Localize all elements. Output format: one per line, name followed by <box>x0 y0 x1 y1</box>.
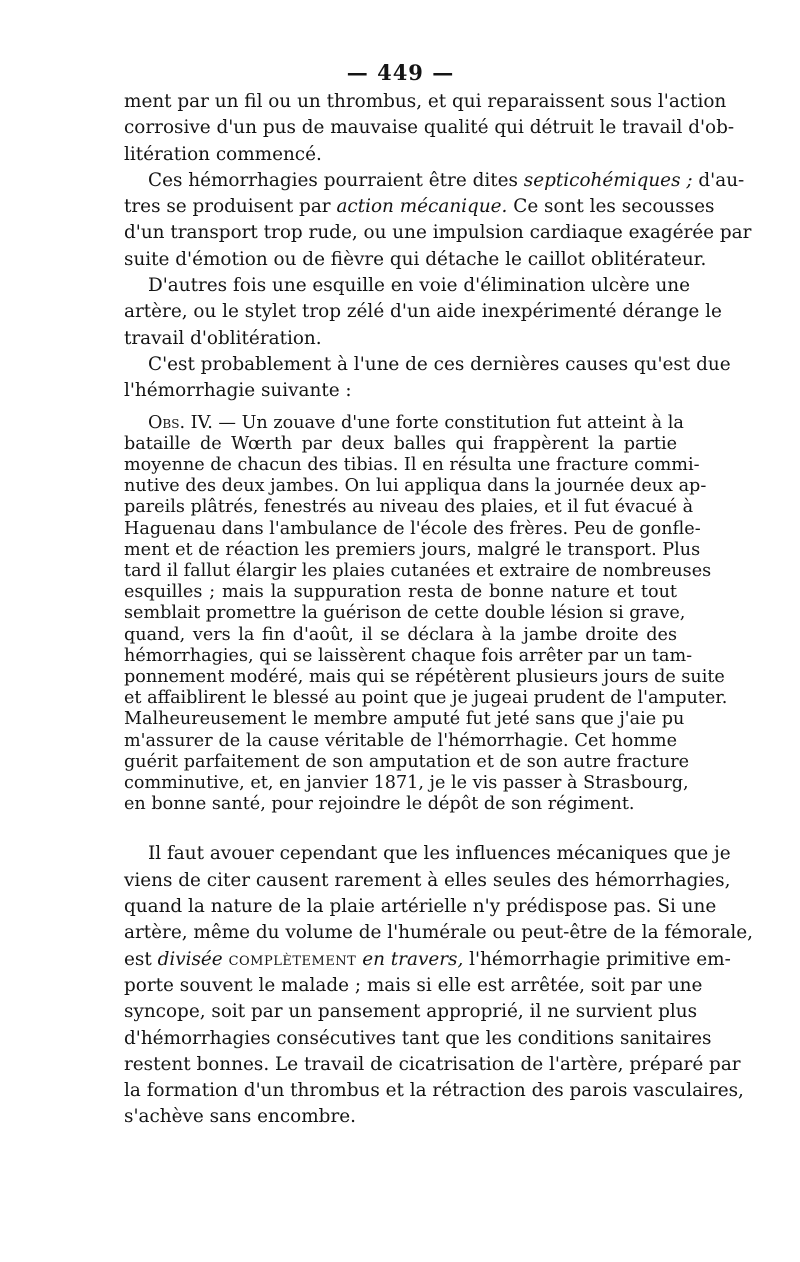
text-line: tard il fallut élargir les plaies cutanées et extraire de nombreuses <box>124 560 712 581</box>
text-line: viens de citer causent rarement à elles seules des hémorrhagies, <box>124 869 731 891</box>
text-line: D'autres fois une esquille en voie d'élimination ulcère une <box>148 275 691 297</box>
text-line: est divisée complètement en travers, l'hémorrhagie primitive em- <box>124 948 731 970</box>
text-line: d'un transport trop rude, ou une impulsion cardiaque exagérée par <box>124 222 752 244</box>
text-line: artère, ou le stylet trop zélé d'un aide inexpérimenté dérange le <box>124 301 722 323</box>
text-line: esquilles ; mais la suppuration resta de bonne nature et tout <box>124 582 677 603</box>
text-line: moyenne de chacun des tibias. Il en résulta une fracture commi- <box>124 454 700 475</box>
text-line: suite d'émotion ou de fièvre qui détache le caillot oblitérateur. <box>124 248 707 270</box>
text-line: Malheureusement le membre amputé fut jeté sans que j'aie pu <box>124 709 685 730</box>
text-line: d'hémorrhagies consécutives tant que les conditions sanitaires <box>124 1027 712 1049</box>
text-line: en bonne santé, pour rejoindre le dépôt de son régiment. <box>124 794 635 815</box>
text-line: ponnement modéré, mais qui se répétèrent plusieurs jours de suite <box>124 667 725 687</box>
text-line: hémorrhagies, qui se laissèrent chaque fois arrêter par un tam- <box>124 645 693 666</box>
text-line: bataille de Wœrth par deux balles qui frappèrent la partie <box>124 433 677 454</box>
text-line: m'assurer de la cause véritable de l'hémorrhagie. Cet homme <box>124 730 677 751</box>
text-line: quand la nature de la plaie artérielle n'y prédispose pas. Si une <box>124 896 717 918</box>
page-number: — 449 — <box>346 60 455 85</box>
text-line: ment et de réaction les premiers jours, malgré le transport. Plus <box>124 539 701 560</box>
text-line: l'hémorrhagie suivante : <box>124 380 352 402</box>
text-line: restent bonnes. Le travail de cicatrisation de l'artère, préparé par <box>124 1053 741 1075</box>
text-line: semblait promettre la guérison de cette double lésion si grave, <box>124 603 686 624</box>
text-line: ment par un fil ou un thrombus, et qui reparaissent sous l'action <box>124 91 727 112</box>
text-line: Ces hémorrhagies pourraient être dites septicohémiques ; d'au- <box>148 169 745 191</box>
text-line: Obs. IV. — Un zouave d'une forte constitution fut atteint à la <box>148 412 684 433</box>
body-text-bottom <box>124 841 753 1130</box>
text-line: nutive des deux jambes. On lui appliqua dans la journée deux ap- <box>124 476 707 497</box>
text-line: comminutive, et, en janvier 1871, je le vis passer à Strasbourg, <box>124 773 689 794</box>
book-page <box>124 60 753 1131</box>
observation-block <box>124 412 728 816</box>
observation-label: Obs. IV. <box>148 412 213 433</box>
text-line: litération commencé. <box>124 143 322 165</box>
text-line: quand, vers la fin d'août, il se déclara à la jambe droite des <box>124 624 677 645</box>
text-line: s'achève sans encombre. <box>124 1106 356 1128</box>
text-line: la formation d'un thrombus et la rétraction des parois vasculaires, <box>124 1080 744 1102</box>
text-line: travail d'oblitération. <box>124 327 322 349</box>
text-line: Il faut avouer cependant que les influences mécaniques que je <box>148 843 731 865</box>
text-line: porte souvent le malade ; mais si elle est arrêtée, soit par une <box>124 974 703 996</box>
text-line: C'est probablement à l'une de ces dernières causes qu'est due <box>148 353 731 375</box>
text-line: syncope, soit par un pansement approprié, il ne survient plus <box>124 1001 698 1023</box>
body-text-top <box>124 89 752 405</box>
text-line: et affaiblirent le blessé au point que je jugeai prudent de l'amputer. <box>124 688 728 709</box>
text-line: pareils plâtrés, fenestrés au niveau des plaies, et il fut évacué à <box>124 497 694 518</box>
text-line: corrosive d'un pus de mauvaise qualité qui détruit le travail d'ob- <box>124 117 735 139</box>
text-line: artère, même du volume de l'humérale ou peut-être de la fémorale, <box>124 922 753 944</box>
text-line: Haguenau dans l'ambulance de l'école des frères. Peu de gonfle- <box>124 518 701 539</box>
paragraph-gap <box>124 815 677 841</box>
text-line: tres se produisent par action mécanique. Ce sont les secousses <box>124 196 715 218</box>
text-line: guérit parfaitement de son amputation et de son autre fracture <box>124 751 690 772</box>
